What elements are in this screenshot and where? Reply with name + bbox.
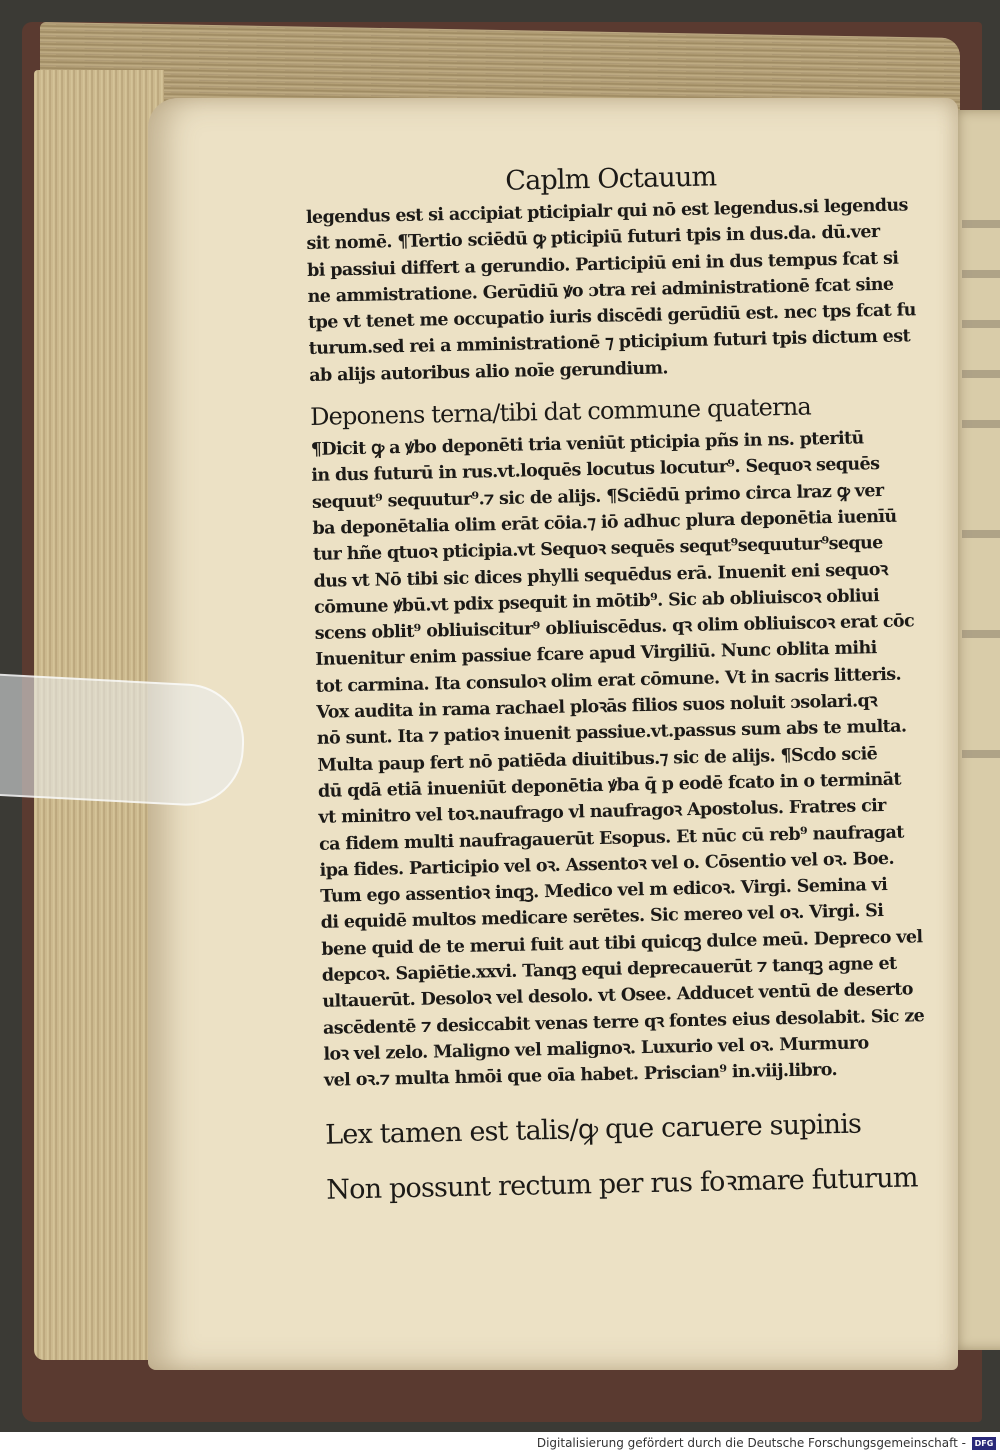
text-line: ipa fides. Participio vel oꝛ. Assentoꝛ vel o. Cōsentio vel oꝛ. Boe.	[319, 848, 895, 881]
text-line: vt minitro vel toꝛ.naufrago vl naufragoꝛ Apostolus. Fratres cir	[318, 796, 887, 829]
text-line: Vox audita in rama rachael ploꝛās filios suos noluit ɔsolari.qꝛ	[316, 691, 878, 723]
text-line: depcoꝛ. Sapiētie.xxvi. Tanqꝫ equi deprecauerūt ⁊ tanqꝫ agne et	[321, 953, 897, 986]
text-line: in dus futurū in rus.vt.loquēs locutus locutur⁹. Sequoꝛ sequēs	[311, 454, 880, 487]
text-line: sit nomē. ¶Tertio sciēdū ꝙ pticipiū futuri tpis in dus.da. dū.ver	[306, 222, 880, 255]
paragraph-1	[306, 192, 930, 389]
text-line: bene quid de te merui fuit aut tibi quicqꝫ dulce meū. Depreco vel	[321, 926, 923, 960]
text-line: sequut⁹ sequutur⁹.⁊ sic de alijs. ¶Sciēdū primo circa lraz ꝙ ver	[311, 480, 884, 513]
text-line: dū qdā etiā inueniūt deponētia ꝟba q̄ p eodē fcato in o termināt	[317, 769, 902, 802]
text-line: ultauerūt. Desoloꝛ vel desolo. vt Osee. Adducet ventū de deserto	[322, 979, 914, 1013]
text-line: Multa paup fert nō patiēda diuitibus.⁊ sic de alijs. ¶Scdo sciē	[317, 743, 878, 776]
text-line: Inuenitur enim passiue fcare apud Virgiliū. Nunc oblita mihi	[315, 638, 877, 671]
text-line: ascēdentē ⁊ desiccabit venas terre qꝛ fontes eius desolabit. Sic ze	[322, 1005, 925, 1039]
text-line: di equidē multos medicare serētes. Sic mereo vel oꝛ. Virgi. Si	[320, 901, 884, 934]
text-line: Tum ego assentioꝛ inqꝫ. Medico vel m edicoꝛ. Virgi. Semina vi	[320, 875, 888, 907]
funding-credit: Digitalisierung gefördert durch die Deutsche Forschungsgemeinschaft -	[536, 1436, 966, 1450]
text-line: ¶Dicit ꝙ a ꝟbo deponēti tria veniūt pticipia pñs in ns. pteritū	[310, 428, 864, 461]
verse-heading: Lex tamen est talis/ꝙ que caruere supinis	[324, 1108, 862, 1151]
text-line: tot carmina. Ita consuloꝛ olim erat cōmune. Vt in sacris litteris.	[315, 664, 902, 697]
text-line: turum.sed rei a mministrationē ⁊ pticipium futuri tpis dictum est	[308, 326, 911, 360]
page-text	[305, 157, 947, 1206]
dfg-logo: DFG	[972, 1437, 996, 1450]
paragraph-2	[311, 424, 945, 1094]
verse-heading: Non possunt rectum per rus foꝛmare futurum	[326, 1161, 918, 1206]
text-line: nō sunt. Ita ⁊ patioꝛ inuenit passiue.vt.passus sum abs te multa.	[316, 716, 907, 750]
verse-heading: Deponens terna/tibi dat commune quaterna	[309, 392, 812, 432]
text-line: dus vt Nō tibi sic dices phylli sequēdus erā. Inuenit eni sequoꝛ	[313, 559, 888, 592]
running-head: Caplm Octauum	[504, 161, 717, 197]
text-line: scens oblit⁹ obliuiscitur⁹ obliuiscēdus. qꝛ olim obliuiscoꝛ erat cōc	[314, 611, 915, 645]
text-line: bi passiui differt a gerundio. Participiū eni in dus tempus fcat si	[306, 248, 899, 281]
text-line: cōmune ꝟbū.vt pdix psequit in mōtib⁹. Sic ab obliuiscoꝛ obliui	[313, 585, 880, 618]
text-line: legendus est si accipiat pticipialr qui nō est legendus.si legendus	[305, 195, 908, 228]
text-line: ba deponētalia olim erāt cōia.⁊ iō adhuc plura deponētia iuenīū	[312, 506, 897, 539]
text-line: tpe vt tenet me occupatio iuris discēdi gerūdiū est. nec tps fcat fu	[307, 300, 916, 334]
text-line: tur hñe qtuoꝛ pticipia.vt Sequoꝛ sequēs sequt⁹sequutur⁹seque	[312, 533, 883, 566]
text-line: ab alijs autoribus alio noīe gerundium.	[309, 358, 669, 386]
footer-bar	[0, 1432, 1000, 1455]
text-line: loꝛ vel zelo. Maligno vel malignoꝛ. Luxurio vel oꝛ. Murmuro	[323, 1033, 869, 1065]
text-line: ca fidem multi naufragauerūt Esopus. Et nūc cū reb⁹ naufragat	[318, 822, 904, 855]
text-line: vel oꝛ.⁊ multa hmōi que oīa habet. Priscian⁹ in.viij.libro.	[323, 1060, 838, 1092]
transparent-page-clip	[0, 673, 247, 808]
text-line: ne ammistratione. Gerūdiū ꝟo ɔtra rei administrationē fcat sine	[307, 274, 894, 307]
